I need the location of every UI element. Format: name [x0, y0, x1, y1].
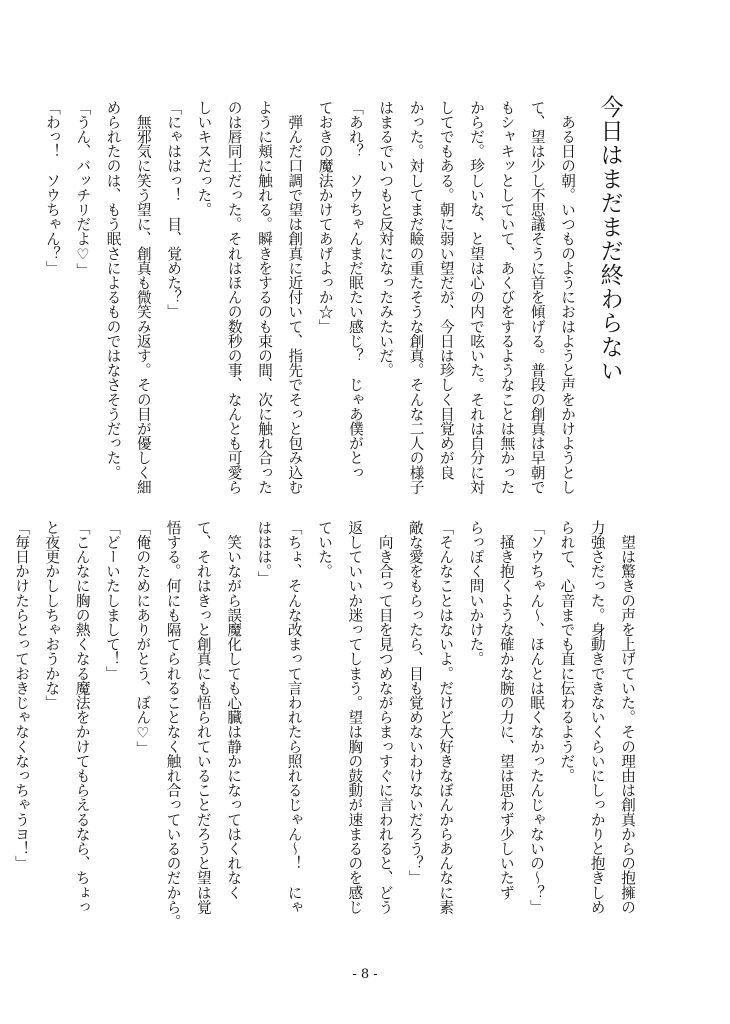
text-line: ように頬に触れる。瞬きをするのも束の間、次に触れ合った — [256, 100, 274, 495]
text-line: と夜更かししちゃおうかな」 — [43, 520, 61, 710]
text-line: 「ちょ、そんな改まって言われたら照れるじゃん〜！ にゃ — [285, 520, 303, 915]
text-line: 「あれ？ ソウちゃんまだ眠たい感じ？ じゃあ僕がとっ — [346, 100, 364, 480]
text-line: ははは。」 — [255, 520, 273, 586]
text-line: 「うん、バッチリだよ♡」 — [74, 100, 92, 278]
text-line: らっぽく問いかけた。 — [467, 520, 485, 666]
text-line: て、それはきっと創真にも悟られていることだろうと望は覚 — [194, 520, 212, 915]
text-line: ておきの魔法かけてあげよっか☆」 — [316, 100, 334, 334]
text-line: 敵な愛をもらったら、目も覚めないわけないだろう？」 — [406, 520, 424, 885]
text-line: してでもある。朝に弱い望だが、今日は珍しく目覚めが良 — [437, 100, 455, 480]
text-line: 力強さだった。身動きできないくらいにしっかりと抱きしめ — [588, 520, 606, 915]
text-line: ていた。 — [316, 520, 334, 579]
text-line: 「そんなことはないよ。だけど大好きなぼんからあんなに素 — [437, 520, 455, 915]
text-line: 「どーいたしまして！」 — [103, 520, 121, 681]
text-line: て、望は少し不思議そうに首を傾げる。普段の創真は早朝で — [528, 100, 546, 495]
text-line: かった。対してまだ瞼の重たそうな創真。そんな二人の様子 — [407, 100, 425, 495]
text-line: られて、心音までも直に伝わるようだ。 — [558, 520, 576, 783]
text-line: のは唇同士だった。それはほんの数秒の事、なんとも可愛ら — [225, 100, 243, 495]
text-line: ある日の朝。いつものようにおはようと声をかけようとし — [559, 100, 576, 495]
text-line: 無邪気に笑う望に、創真も微笑み返す。その目が優しく細 — [134, 100, 152, 495]
text-line: はまるでいつもと反対になったみたいだ。 — [377, 100, 395, 378]
text-line: 「毎日かけたらとっておきじゃなくなっちゃうヨ！」 — [13, 520, 31, 871]
text-line: もシャキッとしていて、あくびをするようなことは無かった — [498, 100, 516, 495]
text-line: 笑いながら誤魔化しても心臓は静かになってはくれなく — [225, 520, 243, 900]
text-line: 「にゃははっ！ 目、覚めた？」 — [165, 100, 183, 319]
text-line: 望は驚きの声を上げていた。その理由は創真からの抱擁の — [619, 520, 636, 915]
story-title: 今日はまだまだ終わらない — [596, 95, 623, 383]
lower-text-block — [6, 520, 642, 929]
text-line: められたのは、もう眠さによるものではなさそうだった。 — [104, 100, 122, 480]
text-line: 悟する。何にも隔てられることなく触れ合っているのだから。 — [164, 520, 182, 929]
text-line: 「こんなに胸の熱くなる魔法をかけてもらえるなら、ちょっ — [73, 520, 91, 915]
text-line: しいキスだった。 — [195, 100, 213, 217]
upper-text-block — [37, 100, 582, 495]
text-line: 向き合って目を見つめながらまっすぐに言われると、どう — [376, 520, 394, 915]
text-line: 弾んだ口調で望は創真に近付いて、指先でそっと包み込む — [286, 100, 304, 495]
text-line: 「俺のためにありがとう、ぼん♡」 — [134, 520, 152, 756]
text-line: からだ。珍しいな、と望は心の内で呟いた。それは自分に対 — [468, 100, 486, 495]
text-line: 「わっ！ ソウちゃん？」 — [43, 100, 61, 276]
text-line: 「ソウちゃん〜、ほんとは眠くなかったんじゃないの〜？」 — [528, 520, 546, 915]
text-line: 返していいか迷ってしまう。望は胸の鼓動が速まるのを感じ — [346, 520, 364, 915]
page-number: - 8 - — [352, 967, 378, 982]
text-line: 掻き抱くような確かな腕の力に、望は思わず少しいたず — [497, 520, 515, 900]
